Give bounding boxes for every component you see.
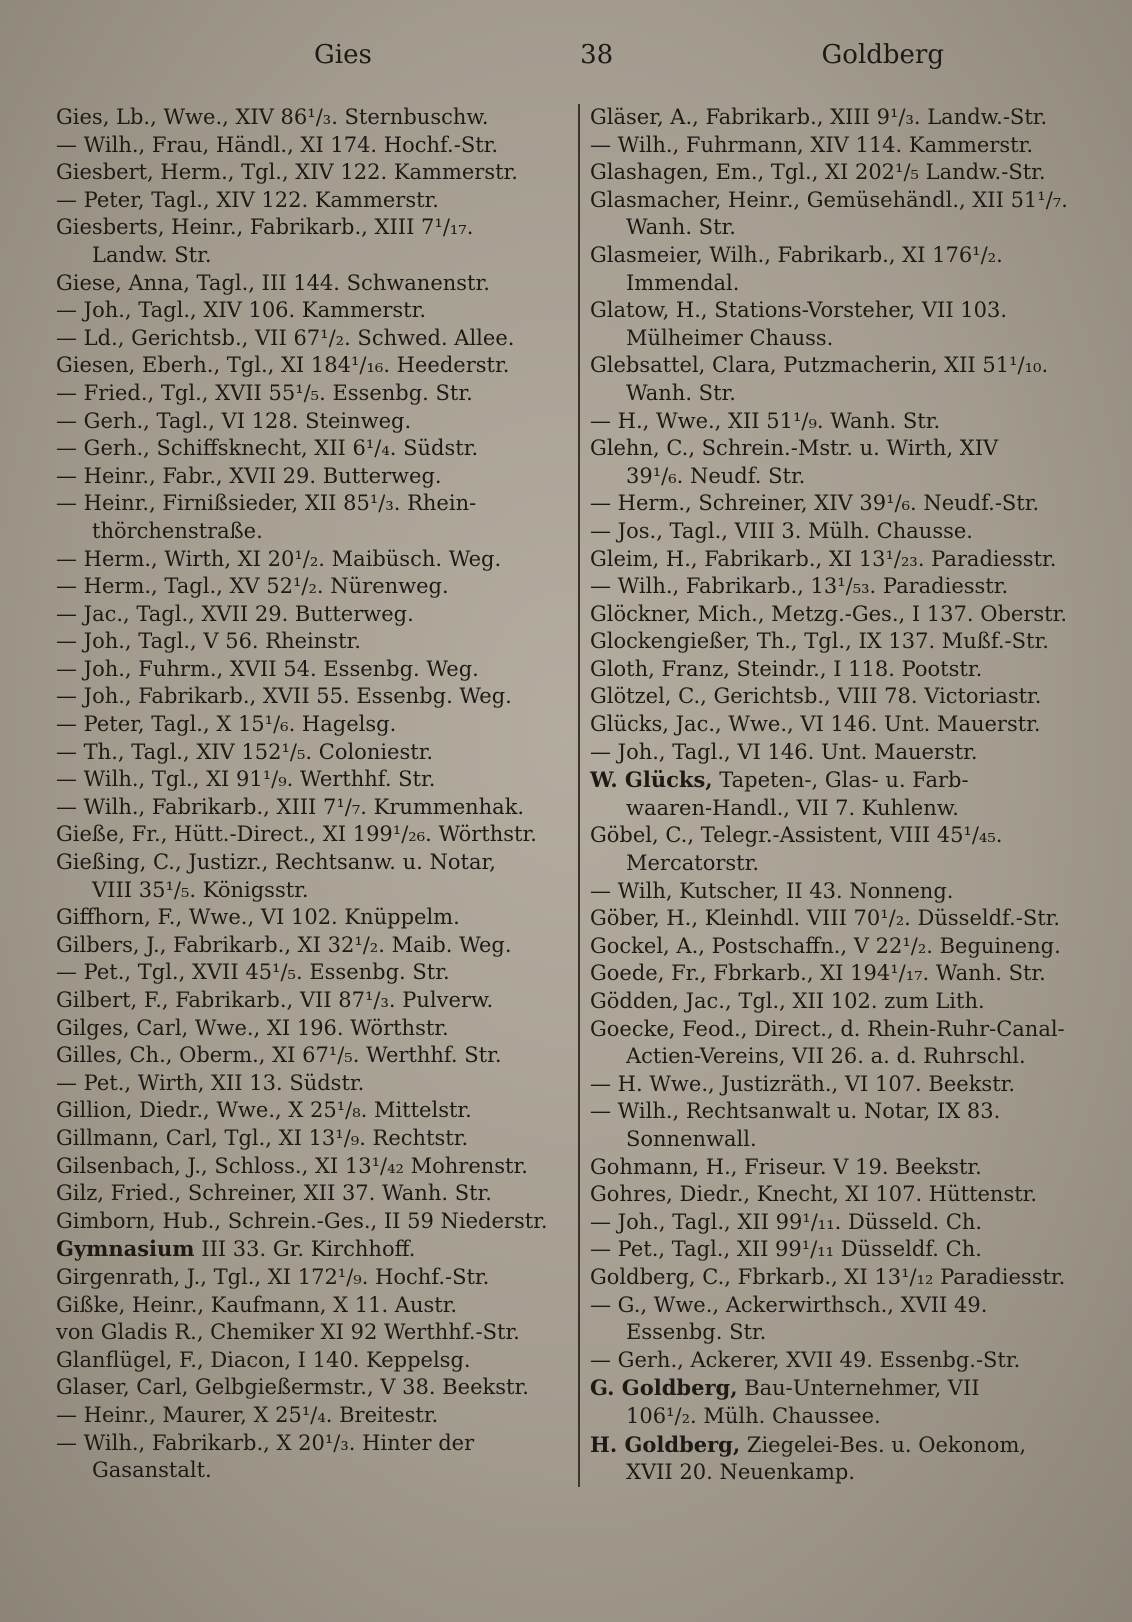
entry-text: — Gerh., Schiffsknecht, XII 6¹/₄. Südstr. (56, 436, 479, 461)
directory-entry (56, 794, 570, 822)
directory-entry (590, 683, 1104, 711)
directory-entry (56, 1153, 570, 1181)
entry-text: — Wilh, Kutscher, II 43. Nonneng. (590, 878, 954, 903)
directory-entry (56, 1070, 570, 1098)
directory-entry (590, 822, 1104, 877)
directory-entry (590, 656, 1104, 684)
entry-text: Glashagen, Em., Tgl., XI 202¹/₅ Landw.-Str. (590, 160, 1046, 185)
directory-entry (56, 1208, 570, 1236)
entry-text: Bau-Unternehmer, VII (737, 1376, 980, 1401)
entry-text: — Herm., Schreiner, XIV 39¹/₆. Neudf.-Str. (590, 491, 1040, 516)
directory-entry (56, 1097, 570, 1125)
entry-text: Goede, Fr., Fbrkarb., XI 194¹/₁₇. Wanh. Str. (590, 961, 1046, 986)
directory-entry (590, 1181, 1104, 1209)
directory-entry (56, 325, 570, 353)
entry-text: — Pet., Wirth, XII 13. Südstr. (56, 1070, 365, 1095)
entry-firm-name: G. Goldberg, (590, 1375, 738, 1401)
page-number: 38 (580, 40, 614, 70)
entry-text: Gilbert, F., Fabrikarb., VII 87¹/₃. Pulverw. (56, 988, 494, 1012)
entry-text: Ziegelei-Bes. u. Oekonom, (740, 1432, 1027, 1457)
entry-text: — H., Wwe., XII 51¹/₉. Wanh. Str. (590, 408, 941, 433)
entry-text: Göbel, C., Telegr.-Assistent, VIII 45¹/₄₅. (590, 823, 1003, 848)
entry-continuation: Essenbg. Str. (626, 1320, 767, 1345)
directory-entry (590, 1431, 1104, 1487)
directory-entry (56, 1374, 570, 1402)
entry-text: — Th., Tagl., XIV 152¹/₅. Coloniestr. (56, 739, 434, 764)
entry-text: Gläser, A., Fabrikarb., XIII 9¹/₃. Landw.-Str. (590, 105, 1048, 129)
directory-entry (56, 214, 570, 269)
directory-entry (56, 463, 570, 491)
directory-entry (590, 242, 1104, 297)
entry-text: Gießing, C., Justizr., Rechtsanw. u. Notar, (56, 850, 496, 875)
entry-text: Glötzel, C., Gerichtsb., VIII 78. Victoriastr. (590, 684, 1042, 709)
directory-entry (590, 132, 1104, 160)
entry-continuation: Actien-Vereins, VII 26. a. d. Ruhrschl. (626, 1044, 1026, 1069)
directory-entry (590, 573, 1104, 601)
header-right-keyword: Goldberg (821, 40, 944, 70)
entry-text: Goecke, Feod., Direct., d. Rhein-Ruhr-Canal- (590, 1016, 1065, 1041)
entry-firm-name: Gymnasium (56, 1236, 195, 1262)
directory-entry (590, 1098, 1104, 1153)
entry-continuation: VIII 35¹/₅. Königsstr. (92, 877, 309, 902)
entry-text: Göber, H., Kleinhdl. VIII 70¹/₂. Düsseldf.-Str. (590, 906, 1061, 931)
entry-text: — Joh., Tagl., VI 146. Unt. Mauerstr. (590, 739, 978, 764)
directory-entry (56, 1235, 570, 1264)
entry-text: — Heinr., Fabr., XVII 29. Butterweg. (56, 463, 442, 488)
entry-text: — Peter, Tagl., XIV 122. Kammerstr. (56, 187, 439, 212)
directory-entry (590, 1209, 1104, 1237)
directory-entry (590, 352, 1104, 407)
directory-entry (56, 1347, 570, 1375)
directory-entry (56, 1430, 570, 1485)
entry-text: Glaser, Carl, Gelbgießermstr., V 38. Beekstr. (56, 1375, 529, 1400)
directory-entry (590, 1292, 1104, 1347)
directory-entry (590, 408, 1104, 436)
directory-entry (56, 959, 570, 987)
directory-entry (590, 1347, 1104, 1375)
entry-text: — Gerh., Ackerer, XVII 49. Essenbg.-Str. (590, 1347, 1021, 1372)
directory-entry (590, 1236, 1104, 1264)
entry-text: Gloth, Franz, Steindr., I 118. Pootstr. (590, 656, 983, 681)
directory-entry (590, 711, 1104, 739)
entry-text: Gilz, Fried., Schreiner, XII 37. Wanh. Str. (56, 1181, 492, 1206)
entry-text: — Wilh., Fabrikarb., 13¹/₅₃. Paradiesstr. (590, 574, 1009, 599)
entry-text: Girgenrath, J., Tgl., XI 172¹/₉. Hochf.-Str. (56, 1264, 490, 1289)
entry-text: Gockel, A., Postschaffn., V 22¹/₂. Beguineng. (590, 933, 1061, 958)
directory-entry (590, 159, 1104, 187)
directory-entry (590, 988, 1104, 1016)
directory-entry (56, 490, 570, 545)
directory-entry (56, 1125, 570, 1153)
directory-entry (56, 628, 570, 656)
directory-entry (56, 159, 570, 187)
entry-text: Gohmann, H., Friseur. V 19. Beekstr. (590, 1154, 982, 1179)
directory-entry (590, 297, 1104, 352)
directory-columns (56, 104, 1104, 1487)
entry-continuation: 106¹/₂. Mülh. Chaussee. (626, 1403, 881, 1428)
directory-entry (56, 766, 570, 794)
entry-continuation: waaren-Handl., VII 7. Kuhlenw. (626, 795, 959, 820)
entry-text: — Joh., Tagl., XII 99¹/₁₁. Düsseld. Ch. (590, 1209, 983, 1234)
entry-text: von Gladis R., Chemiker XI 92 Werthhf.-Str. (56, 1320, 520, 1345)
entry-text: Tapeten-, Glas- u. Farb- (712, 768, 969, 793)
entry-text: — Wilh., Tgl., XI 91¹/₉. Werthhf. Str. (56, 767, 436, 792)
directory-entry (56, 187, 570, 215)
directory-entry (56, 987, 570, 1015)
directory-entry (56, 849, 570, 904)
directory-entry (590, 878, 1104, 906)
entry-continuation: XVII 20. Neuenkamp. (626, 1460, 856, 1485)
entry-text: Gilsenbach, J., Schloss., XI 13¹/₄₂ Mohrenstr. (56, 1153, 528, 1178)
directory-entry (590, 187, 1104, 242)
directory-entry (56, 1264, 570, 1292)
entry-text: Gleim, H., Fabrikarb., XI 13¹/₂₃. Paradiesstr. (590, 546, 1057, 571)
directory-entry (590, 933, 1104, 961)
directory-entry (590, 518, 1104, 546)
entry-continuation: Sonnenwall. (626, 1126, 757, 1151)
directory-entry (590, 1264, 1104, 1292)
entry-text: — Jac., Tagl., XVII 29. Butterweg. (56, 601, 414, 626)
entry-text: Gilges, Carl, Wwe., XI 196. Wörthstr. (56, 1015, 449, 1040)
directory-entry (590, 104, 1104, 132)
directory-entry (56, 683, 570, 711)
directory-entry (56, 573, 570, 601)
directory-entry (590, 960, 1104, 988)
entry-text: — Wilh., Fabrikarb., X 20¹/₃. Hinter der (56, 1430, 475, 1455)
directory-entry (56, 1180, 570, 1208)
entry-continuation: 39¹/₆. Neudf. Str. (626, 463, 806, 488)
entry-text: Glasmeier, Wilh., Fabrikarb., XI 176¹/₂. (590, 242, 1003, 267)
directory-entry (56, 739, 570, 767)
directory-entry (590, 1154, 1104, 1182)
entry-text: Giesen, Eberh., Tgl., XI 184¹/₁₆. Heederstr. (56, 353, 510, 378)
directory-entry (590, 490, 1104, 518)
entry-text: — Wilh., Frau, Händl., XI 174. Hochf.-Str. (56, 132, 499, 157)
directory-entry (590, 905, 1104, 933)
entry-text: — Fried., Tgl., XVII 55¹/₅. Essenbg. Str. (56, 380, 473, 405)
entry-text: Giese, Anna, Tagl., III 144. Schwanenstr. (56, 270, 490, 295)
directory-entry (56, 601, 570, 629)
directory-entry (56, 297, 570, 325)
entry-text: Gieße, Fr., Hütt.-Direct., XI 199¹/₂₆. Wörthstr. (56, 822, 537, 847)
entry-continuation: thörchenstraße. (92, 518, 263, 543)
entry-text: Gies, Lb., Wwe., XIV 86¹/₃. Sternbuschw. (56, 105, 489, 129)
directory-entry (590, 435, 1104, 490)
entry-text: Giesbert, Herm., Tgl., XIV 122. Kammerstr. (56, 160, 518, 185)
right-column (578, 104, 1104, 1487)
entry-text: — Herm., Wirth, XI 20¹/₂. Maibüsch. Weg. (56, 546, 502, 571)
entry-text: — Peter, Tagl., X 15¹/₆. Hagelsg. (56, 712, 397, 737)
entry-continuation: Mülheimer Chauss. (626, 325, 834, 350)
entry-text: Glücks, Jac., Wwe., VI 146. Unt. Mauerstr. (590, 712, 1041, 737)
entry-text: Gillmann, Carl, Tgl., XI 13¹/₉. Rechtstr. (56, 1125, 469, 1150)
directory-entry (56, 656, 570, 684)
entry-text: Gilbers, J., Fabrikarb., XI 32¹/₂. Maib. Weg. (56, 932, 512, 957)
entry-text: — Jos., Tagl., VIII 3. Mülh. Chausse. (590, 518, 973, 543)
entry-text: — Joh., Tagl., XIV 106. Kammerstr. (56, 298, 427, 323)
directory-entry (590, 766, 1104, 822)
entry-continuation: Immendal. (626, 270, 740, 295)
entry-text: Glebsattel, Clara, Putzmacherin, XII 51¹/₁₀. (590, 353, 1049, 378)
entry-text: Glöckner, Mich., Metzg.-Ges., I 137. Oberstr. (590, 601, 1067, 626)
directory-entry (590, 601, 1104, 629)
directory-entry (56, 904, 570, 932)
entry-text: — Pet., Tgl., XVII 45¹/₅. Essenbg. Str. (56, 960, 450, 985)
directory-entry (56, 821, 570, 849)
directory-entry (590, 1374, 1104, 1430)
entry-text: — Joh., Fuhrm., XVII 54. Essenbg. Weg. (56, 656, 479, 681)
directory-entry (590, 628, 1104, 656)
directory-entry (590, 546, 1104, 574)
directory-entry (56, 352, 570, 380)
directory-entry (56, 270, 570, 298)
header-left-keyword: Gies (314, 40, 372, 70)
directory-entry (56, 1402, 570, 1430)
page-header (56, 40, 1104, 90)
directory-entry (590, 1071, 1104, 1099)
entry-text: Gißke, Heinr., Kaufmann, X 11. Austr. (56, 1292, 458, 1317)
entry-text: Giffhorn, F., Wwe., VI 102. Knüppelm. (56, 905, 460, 930)
directory-entry (56, 380, 570, 408)
entry-text: Glatow, H., Stations-Vorsteher, VII 103. (590, 298, 1008, 323)
entry-text: — Herm., Tagl., XV 52¹/₂. Nürenweg. (56, 574, 449, 599)
directory-entry (56, 104, 570, 132)
entry-text: — Heinr., Maurer, X 25¹/₄. Breitestr. (56, 1402, 439, 1427)
directory-entry (56, 132, 570, 160)
entry-text: Gillion, Diedr., Wwe., X 25¹/₈. Mittelstr. (56, 1098, 472, 1123)
directory-entry (590, 1016, 1104, 1071)
directory-entry (56, 1319, 570, 1347)
directory-entry (56, 408, 570, 436)
entry-text: — Joh., Fabrikarb., XVII 55. Essenbg. Weg. (56, 684, 512, 709)
entry-text: III 33. Gr. Kirchhoff. (194, 1237, 416, 1262)
entry-continuation: Wanh. Str. (626, 380, 736, 405)
entry-text: Glockengießer, Th., Tgl., IX 137. Mußf.-Str. (590, 629, 1049, 654)
directory-entry (56, 1042, 570, 1070)
entry-text: — Ld., Gerichtsb., VII 67¹/₂. Schwed. Allee. (56, 325, 515, 350)
entry-text: Glehn, C., Schrein.-Mstr. u. Wirth, XIV (590, 436, 999, 461)
entry-continuation: Gasanstalt. (92, 1458, 212, 1483)
directory-entry (56, 546, 570, 574)
entry-text: Gohres, Diedr., Knecht, XI 107. Hüttenstr. (590, 1182, 1038, 1207)
entry-text: — Joh., Tagl., V 56. Rheinstr. (56, 629, 361, 654)
entry-text: Gödden, Jac., Tgl., XII 102. zum Lith. (590, 989, 985, 1013)
entry-continuation: Landw. Str. (92, 242, 212, 267)
directory-entry (56, 932, 570, 960)
entry-text: — Wilh., Fuhrmann, XIV 114. Kammerstr. (590, 132, 1034, 157)
entry-text: — Wilh., Rechtsanwalt u. Notar, IX 83. (590, 1099, 1001, 1124)
directory-entry (590, 739, 1104, 767)
entry-text: Goldberg, C., Fbrkarb., XI 13¹/₁₂ Paradiesstr. (590, 1264, 1066, 1289)
directory-entry (56, 711, 570, 739)
entry-text: Giesberts, Heinr., Fabrikarb., XIII 7¹/₁₇. (56, 215, 474, 240)
directory-entry (56, 435, 570, 463)
left-column (56, 104, 578, 1487)
entry-continuation: Mercatorstr. (626, 851, 759, 876)
entry-text: — G., Wwe., Ackerwirthsch., XVII 49. (590, 1292, 988, 1317)
directory-entry (56, 1015, 570, 1043)
entry-text: — Gerh., Tagl., VI 128. Steinweg. (56, 408, 412, 433)
entry-text: Glanflügel, F., Diacon, I 140. Keppelsg. (56, 1347, 471, 1372)
entry-text: — Pet., Tagl., XII 99¹/₁₁ Düsseldf. Ch. (590, 1237, 982, 1262)
entry-text: — H. Wwe., Justizräth., VI 107. Beekstr. (590, 1071, 1016, 1096)
entry-continuation: Wanh. Str. (626, 215, 736, 240)
entry-text: Glasmacher, Heinr., Gemüsehändl., XII 51¹/₇. (590, 187, 1068, 212)
entry-text: Gilles, Ch., Oberm., XI 67¹/₅. Werthhf. Str. (56, 1043, 502, 1068)
entry-firm-name: H. Goldberg, (590, 1431, 741, 1457)
entry-text: — Heinr., Firnißsieder, XII 85¹/₃. Rhein- (56, 491, 477, 516)
directory-entry (56, 1292, 570, 1320)
entry-text: — Wilh., Fabrikarb., XIII 7¹/₇. Krummenhak. (56, 794, 525, 819)
entry-firm-name: W. Glücks, (590, 767, 713, 793)
entry-text: Gimborn, Hub., Schrein.-Ges., II 59 Niederstr. (56, 1208, 548, 1233)
